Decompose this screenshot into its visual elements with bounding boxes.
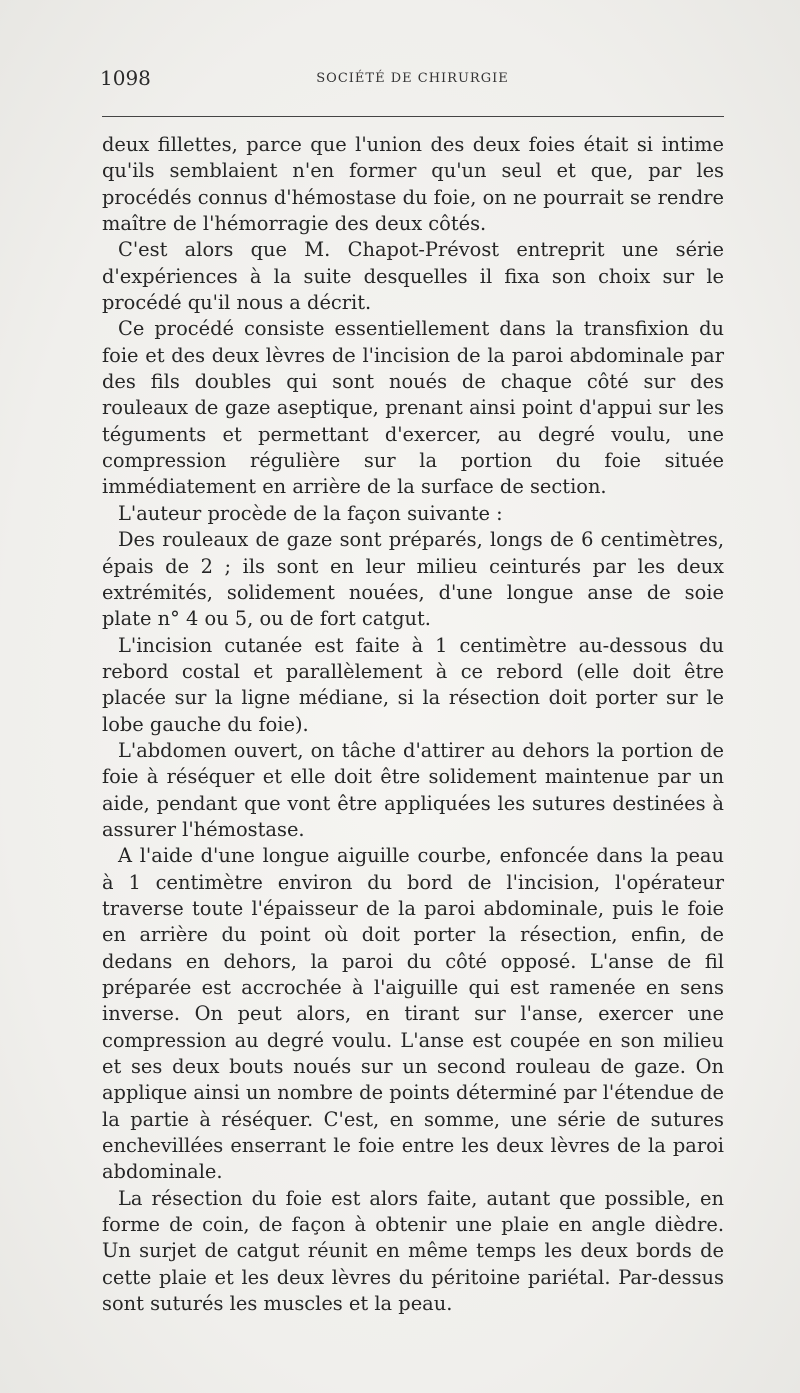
paragraph: L'abdomen ouvert, on tâche d'attirer au dehors la portion de foie à réséquer et elle doit être solidement maintenue par un aide, pendant que vont être appliquées les sutures destinées à assurer l'hémostase.	[102, 738, 724, 841]
page-header	[100, 66, 725, 90]
paragraph: L'auteur procède de la façon suivante :	[118, 501, 503, 525]
page-number: 1098	[100, 66, 151, 90]
running-title: SOCIÉTÉ DE CHIRURGIE	[316, 71, 509, 86]
paragraph: A l'aide d'une longue aiguille courbe, enfoncée dans la peau à 1 centimètre environ du bord de l'incision, l'opérateur traverse toute l'épaisseur de la paroi abdominale, puis le foie en arrière du point où doit porter la résection, enfin, de dedans en dehors, la paroi du côté opposé. L'anse de fil préparée est accrochée à l'aiguille qui est ramenée en sens inverse. On peut alors, en tirant sur l'anse, exercer une compression au degré voulu. L'anse est coupée en son milieu et ses deux bouts noués sur un second rouleau de gaze. On applique ainsi un nombre de points déterminé par l'étendue de la partie à réséquer. C'est, en somme, une série de sutures enchevillées enserrant le foie entre les deux lèvres de la paroi abdominale.	[102, 844, 724, 1184]
paragraph: C'est alors que M. Chapot-Prévost entreprit une série d'expériences à la suite desquelles il fixa son choix sur le procédé qu'il nous a décrit.	[102, 238, 724, 315]
paragraph: Ce procédé consiste essentiellement dans la transfixion du foie et des deux lèvres de l'incision de la paroi abdominale par des fils doubles qui sont noués de chaque côté sur des rouleaux de gaze aseptique, prenant ainsi point d'appui sur les téguments et permettant d'exercer, au degré voulu, une compression régulière sur la portion du foie située immédiatement en arrière de la surface de section.	[102, 317, 724, 499]
body-text	[102, 132, 724, 1317]
header-rule	[102, 116, 724, 117]
paragraph: Des rouleaux de gaze sont préparés, longs de 6 centimètres, épais de 2 ; ils sont en leur milieu ceinturés par les deux extrémités, solidement nouées, d'une longue anse de soie plate n° 4 ou 5, ou de fort catgut.	[102, 528, 724, 631]
paragraph: La résection du foie est alors faite, autant que possible, en forme de coin, de façon à obtenir une plaie en angle dièdre. Un surjet de catgut réunit en même temps les deux bords de cette plaie et les deux lèvres du péritoine pariétal. Par-dessus sont suturés les muscles et la peau.	[102, 1186, 724, 1316]
paragraph: deux fillettes, parce que l'union des deux foies était si intime qu'ils semblaient n'en former qu'un seul et que, par les procédés connus d'hémostase du foie, on ne pourrait se rendre maître de l'hémorragie des deux côtés.	[102, 133, 724, 236]
paragraph: L'incision cutanée est faite à 1 centimètre au-dessous du rebord costal et parallèlement à ce rebord (elle doit être placée sur la ligne médiane, si la résection doit porter sur le lobe gauche du foie).	[102, 633, 724, 736]
